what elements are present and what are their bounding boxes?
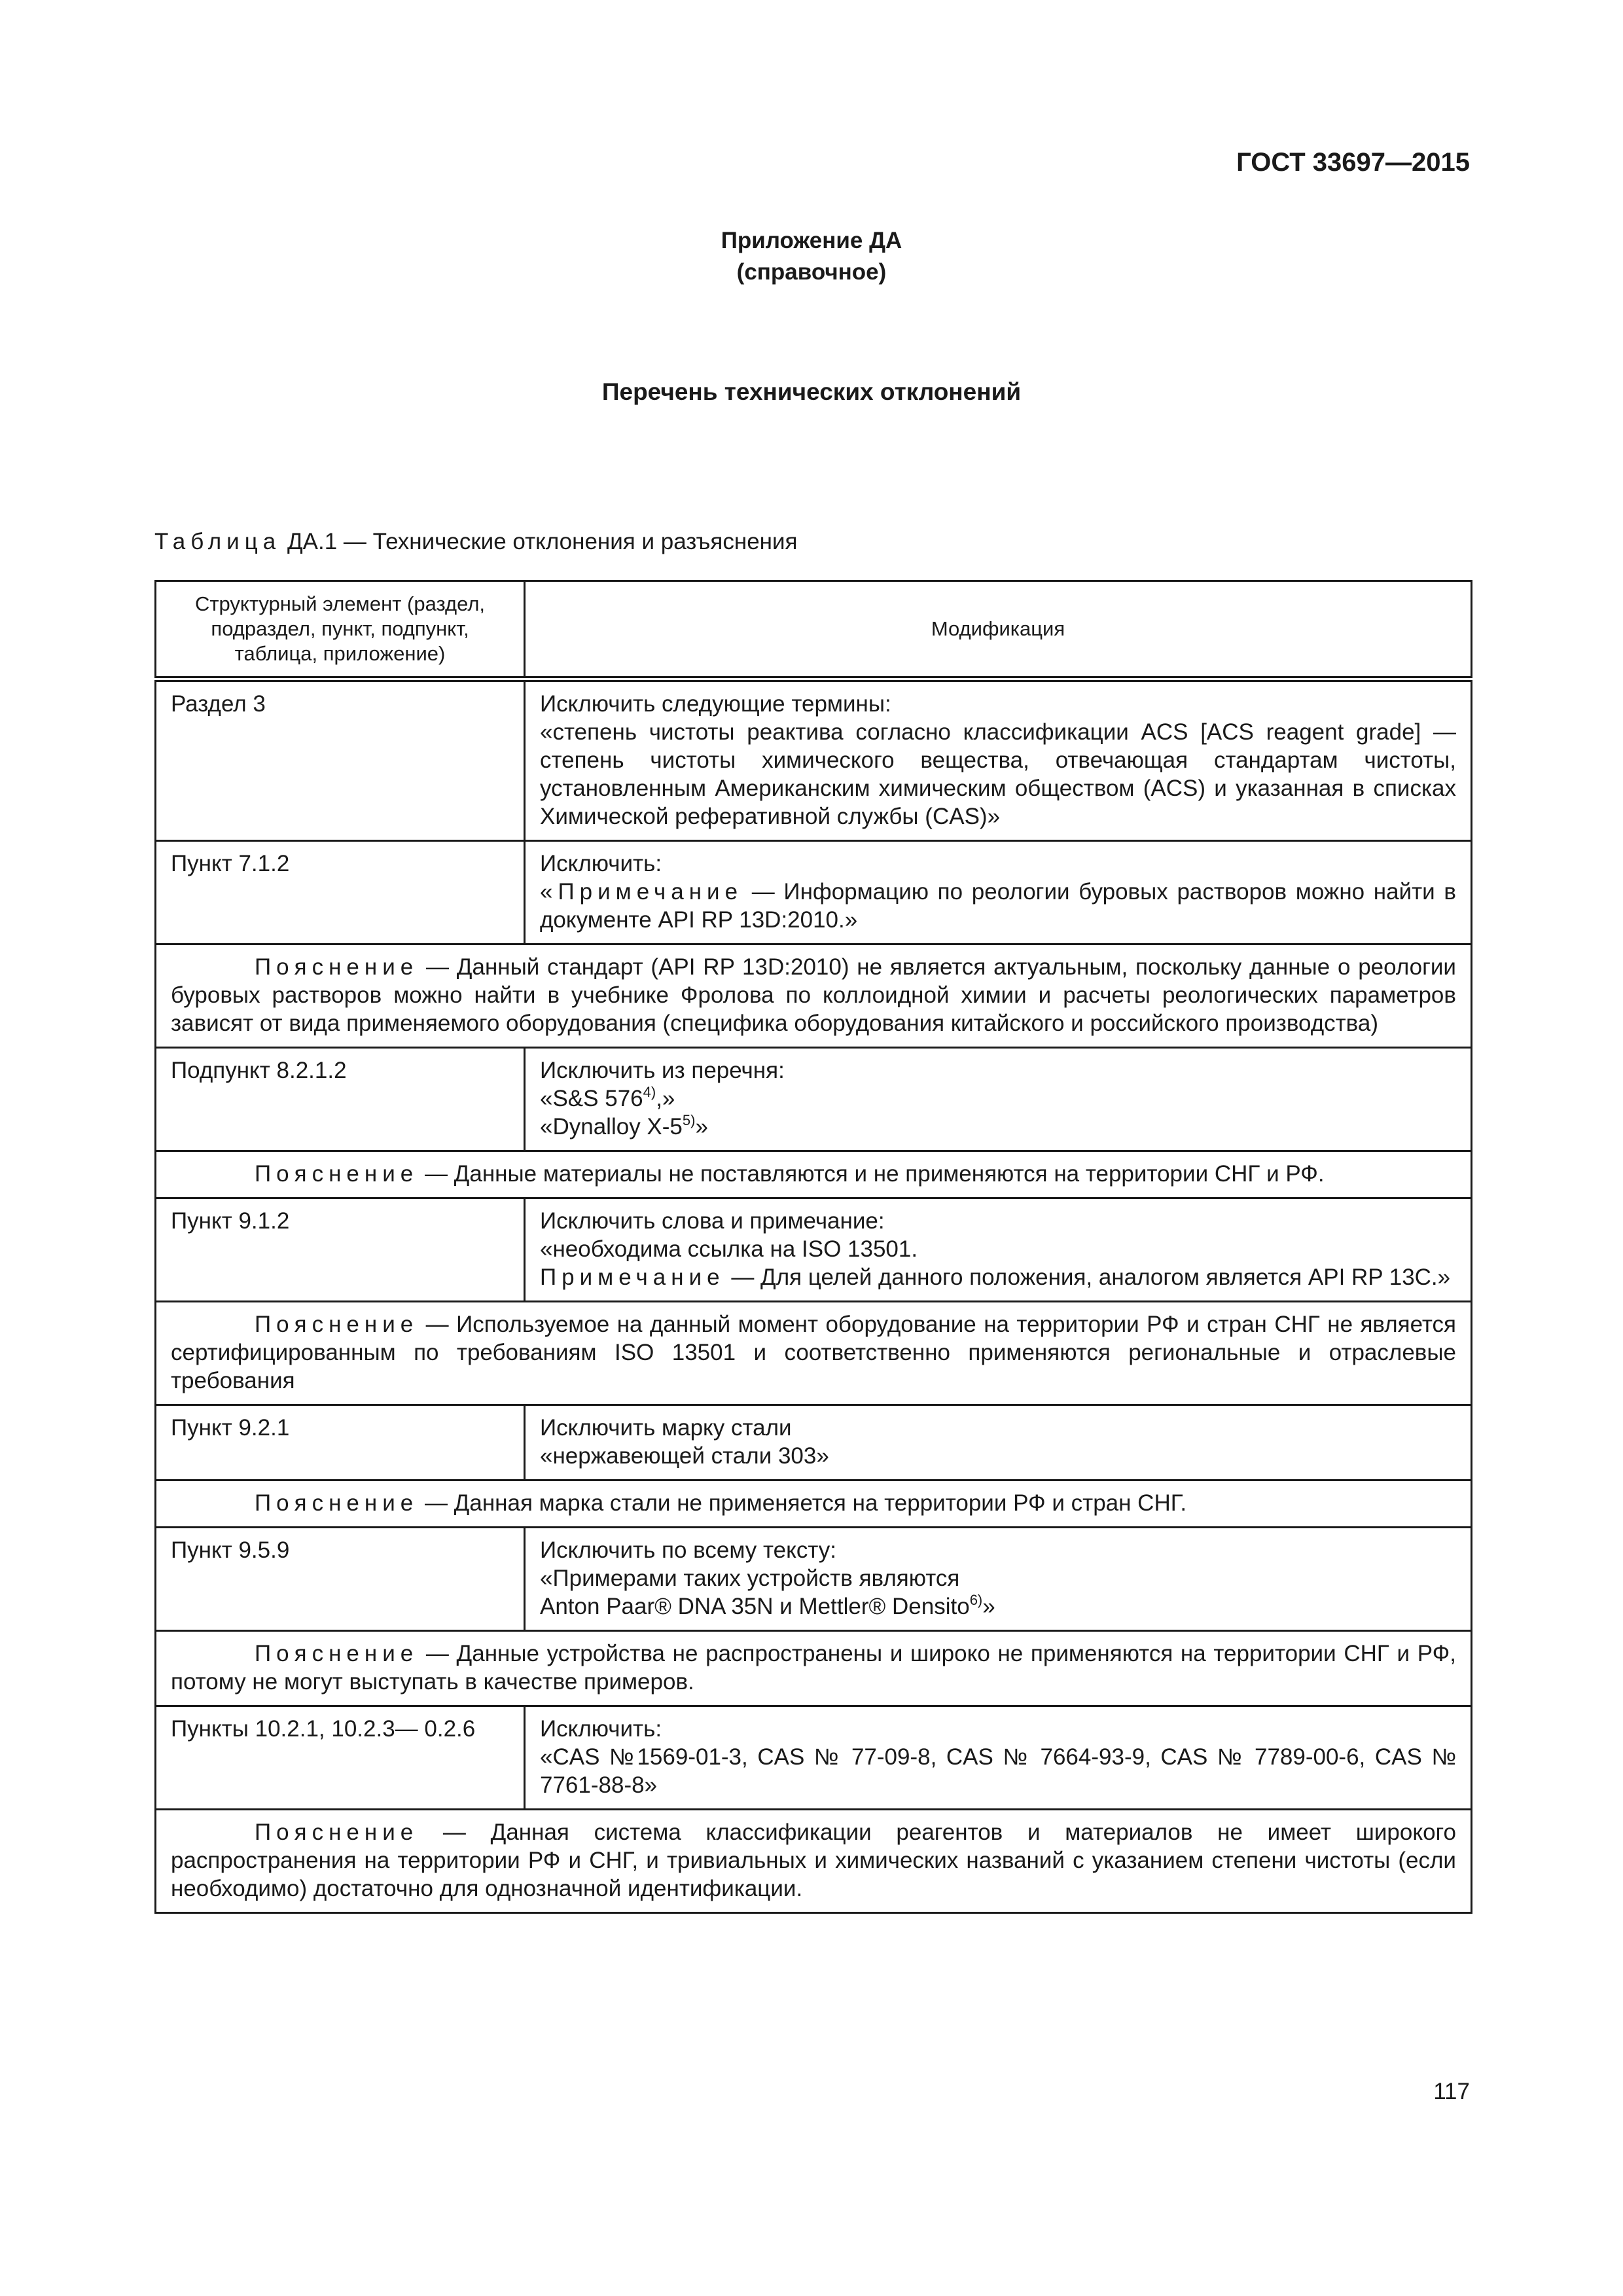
modification-line: Исключить марку стали (540, 1415, 792, 1441)
modification-line: «CAS №1569-01-3, CAS № 77-09-8, CAS № 7664-93-9, CAS № 7789-00-6, CAS № 7761-88-8» (540, 1744, 1456, 1798)
header-structural-element: Структурный элемент (раздел, подраздел, пункт, подпункт, таблица, приложение) (156, 581, 525, 679)
element-cell: Пункты 10.2.1, 10.2.3— 0.2.6 (156, 1706, 525, 1810)
explanation-word: Пояснение (255, 1641, 419, 1666)
modification-line: Исключить слова и примечание: (540, 1208, 885, 1234)
element-cell: Пункт 9.5.9 (156, 1528, 525, 1631)
explanation-word: Пояснение (255, 954, 419, 980)
modification-line (540, 1113, 1456, 1141)
explanation-text: — Данная марка стали не применяется на территории РФ и стран СНГ. (418, 1490, 1187, 1516)
table-header-row (156, 581, 1472, 679)
explanation-word: Пояснение (255, 1161, 419, 1187)
table-caption-prefix: Таблица (154, 529, 281, 554)
modification-line: «нержавеющей стали 303» (540, 1443, 829, 1469)
modification-line: Исключить: (540, 1716, 662, 1742)
explanation-word: Пояснение (255, 1490, 419, 1516)
note-row (156, 944, 1472, 1048)
explanation-cell (156, 1302, 1472, 1405)
modification-cell (525, 1706, 1472, 1810)
table-row (156, 841, 1472, 944)
table-row (156, 1405, 1472, 1480)
modification-line (540, 878, 1456, 934)
list-item-text: Anton Paar® DNA 35N и Mettler® Densito (540, 1594, 970, 1619)
modification-line: «степень чистоты реактива согласно классификации ACS [ACS reagent grade] — степень чистоты химического вещества, отвечающая стандартам чистоты, установленным Американским химическим обществом (ACS) и указанная в списках Химической реферативной службы (CAS)» (540, 719, 1456, 829)
explanation-cell (156, 944, 1472, 1048)
explanation-cell (156, 1810, 1472, 1913)
table-caption-text: ДА.1 — Технические отклонения и разъяснения (287, 529, 798, 554)
table-row (156, 1528, 1472, 1631)
deviations-table (154, 580, 1472, 1914)
element-cell: Пункт 9.1.2 (156, 1198, 525, 1302)
explanation-text: — Данные устройства не распространены и широко не применяются на территории СНГ и РФ, потому не могут выступать в качестве примеров. (171, 1641, 1456, 1695)
explanation-word: Пояснение (255, 1312, 419, 1337)
table-row (156, 1198, 1472, 1302)
list-item-text: «S&S 576 (540, 1086, 643, 1111)
explanation-cell (156, 1151, 1472, 1198)
header-modification: Модификация (525, 581, 1472, 679)
modification-text: — Информацию по реологии буровых растворов можно найти в документе API RP 13D:2010.» (540, 879, 1456, 933)
standard-number: ГОСТ 33697—2015 (1236, 148, 1470, 177)
modification-cell (525, 679, 1472, 841)
note-row (156, 1480, 1472, 1528)
appendix-type: (справочное) (736, 259, 887, 285)
modification-line (540, 1592, 1456, 1621)
note-word: «Примечание (540, 879, 743, 905)
modification-line: «Примерами таких устройств являются (540, 1566, 960, 1591)
note-row (156, 1631, 1472, 1706)
page-number: 117 (1433, 2079, 1470, 2104)
modification-line: Исключить по всему тексту: (540, 1537, 836, 1563)
modification-line: «необходима ссылка на ISO 13501. (540, 1236, 918, 1262)
table-caption (154, 529, 798, 555)
note-row (156, 1810, 1472, 1913)
modification-cell (525, 1198, 1472, 1302)
table-row (156, 679, 1472, 841)
appendix-heading (0, 225, 1623, 288)
footnote-ref: 6) (969, 1592, 983, 1608)
table-row (156, 1706, 1472, 1810)
modification-text: — Для целей данного положения, аналогом является API RP 13С.» (724, 1265, 1451, 1290)
element-cell: Раздел 3 (156, 679, 525, 841)
modification-line (540, 1263, 1456, 1291)
note-word: Примечание (540, 1265, 725, 1290)
modification-cell (525, 1405, 1472, 1480)
explanation-cell (156, 1480, 1472, 1528)
table-row (156, 1048, 1472, 1151)
note-row (156, 1151, 1472, 1198)
modification-cell (525, 1048, 1472, 1151)
list-item-end: ,» (656, 1086, 675, 1111)
note-row (156, 1302, 1472, 1405)
modification-cell (525, 1528, 1472, 1631)
footnote-ref: 5) (682, 1112, 696, 1128)
explanation-text: — Данная система классификации реагентов и материалов не имеет широкого распространения на территории РФ и СНГ, и тривиальных и химических названий с указанием степени чистоты (если необходимо) достаточно для однозначной идентификации. (171, 1820, 1456, 1901)
footnote-ref: 4) (643, 1084, 656, 1100)
modification-line: Исключить следующие термины: (540, 691, 891, 717)
list-item-end: » (695, 1114, 708, 1139)
explanation-cell (156, 1631, 1472, 1706)
modification-line: Исключить: (540, 851, 662, 876)
explanation-text: — Используемое на данный момент оборудование на территории РФ и стран СНГ не является сертифицированным по требованиям ISO 13501 и соответственно применяются региональные и отраслевые требования (171, 1312, 1456, 1393)
appendix-title: Перечень технических отклонений (601, 378, 1022, 405)
element-cell: Пункт 7.1.2 (156, 841, 525, 944)
list-item-text: «Dynalloy X-5 (540, 1114, 683, 1139)
modification-cell (525, 841, 1472, 944)
element-cell: Подпункт 8.2.1.2 (156, 1048, 525, 1151)
element-cell: Пункт 9.2.1 (156, 1405, 525, 1480)
explanation-word: Пояснение (255, 1820, 419, 1845)
modification-line: Исключить из перечня: (540, 1058, 785, 1083)
appendix-label: Приложение ДА (721, 228, 902, 253)
list-item-end: » (982, 1594, 995, 1619)
explanation-text: — Данный стандарт (API RP 13D:2010) не является актуальным, поскольку данные о реологии буровых растворов можно найти в учебнике Фролова по коллоидной химии и расчеты реологических параметров зависят от вида применяемого оборудования (специфика оборудования китайского и российского производства) (171, 954, 1456, 1036)
explanation-text: — Данные материалы не поставляются и не применяются на территории СНГ и РФ. (418, 1161, 1325, 1187)
modification-line (540, 1085, 1456, 1113)
